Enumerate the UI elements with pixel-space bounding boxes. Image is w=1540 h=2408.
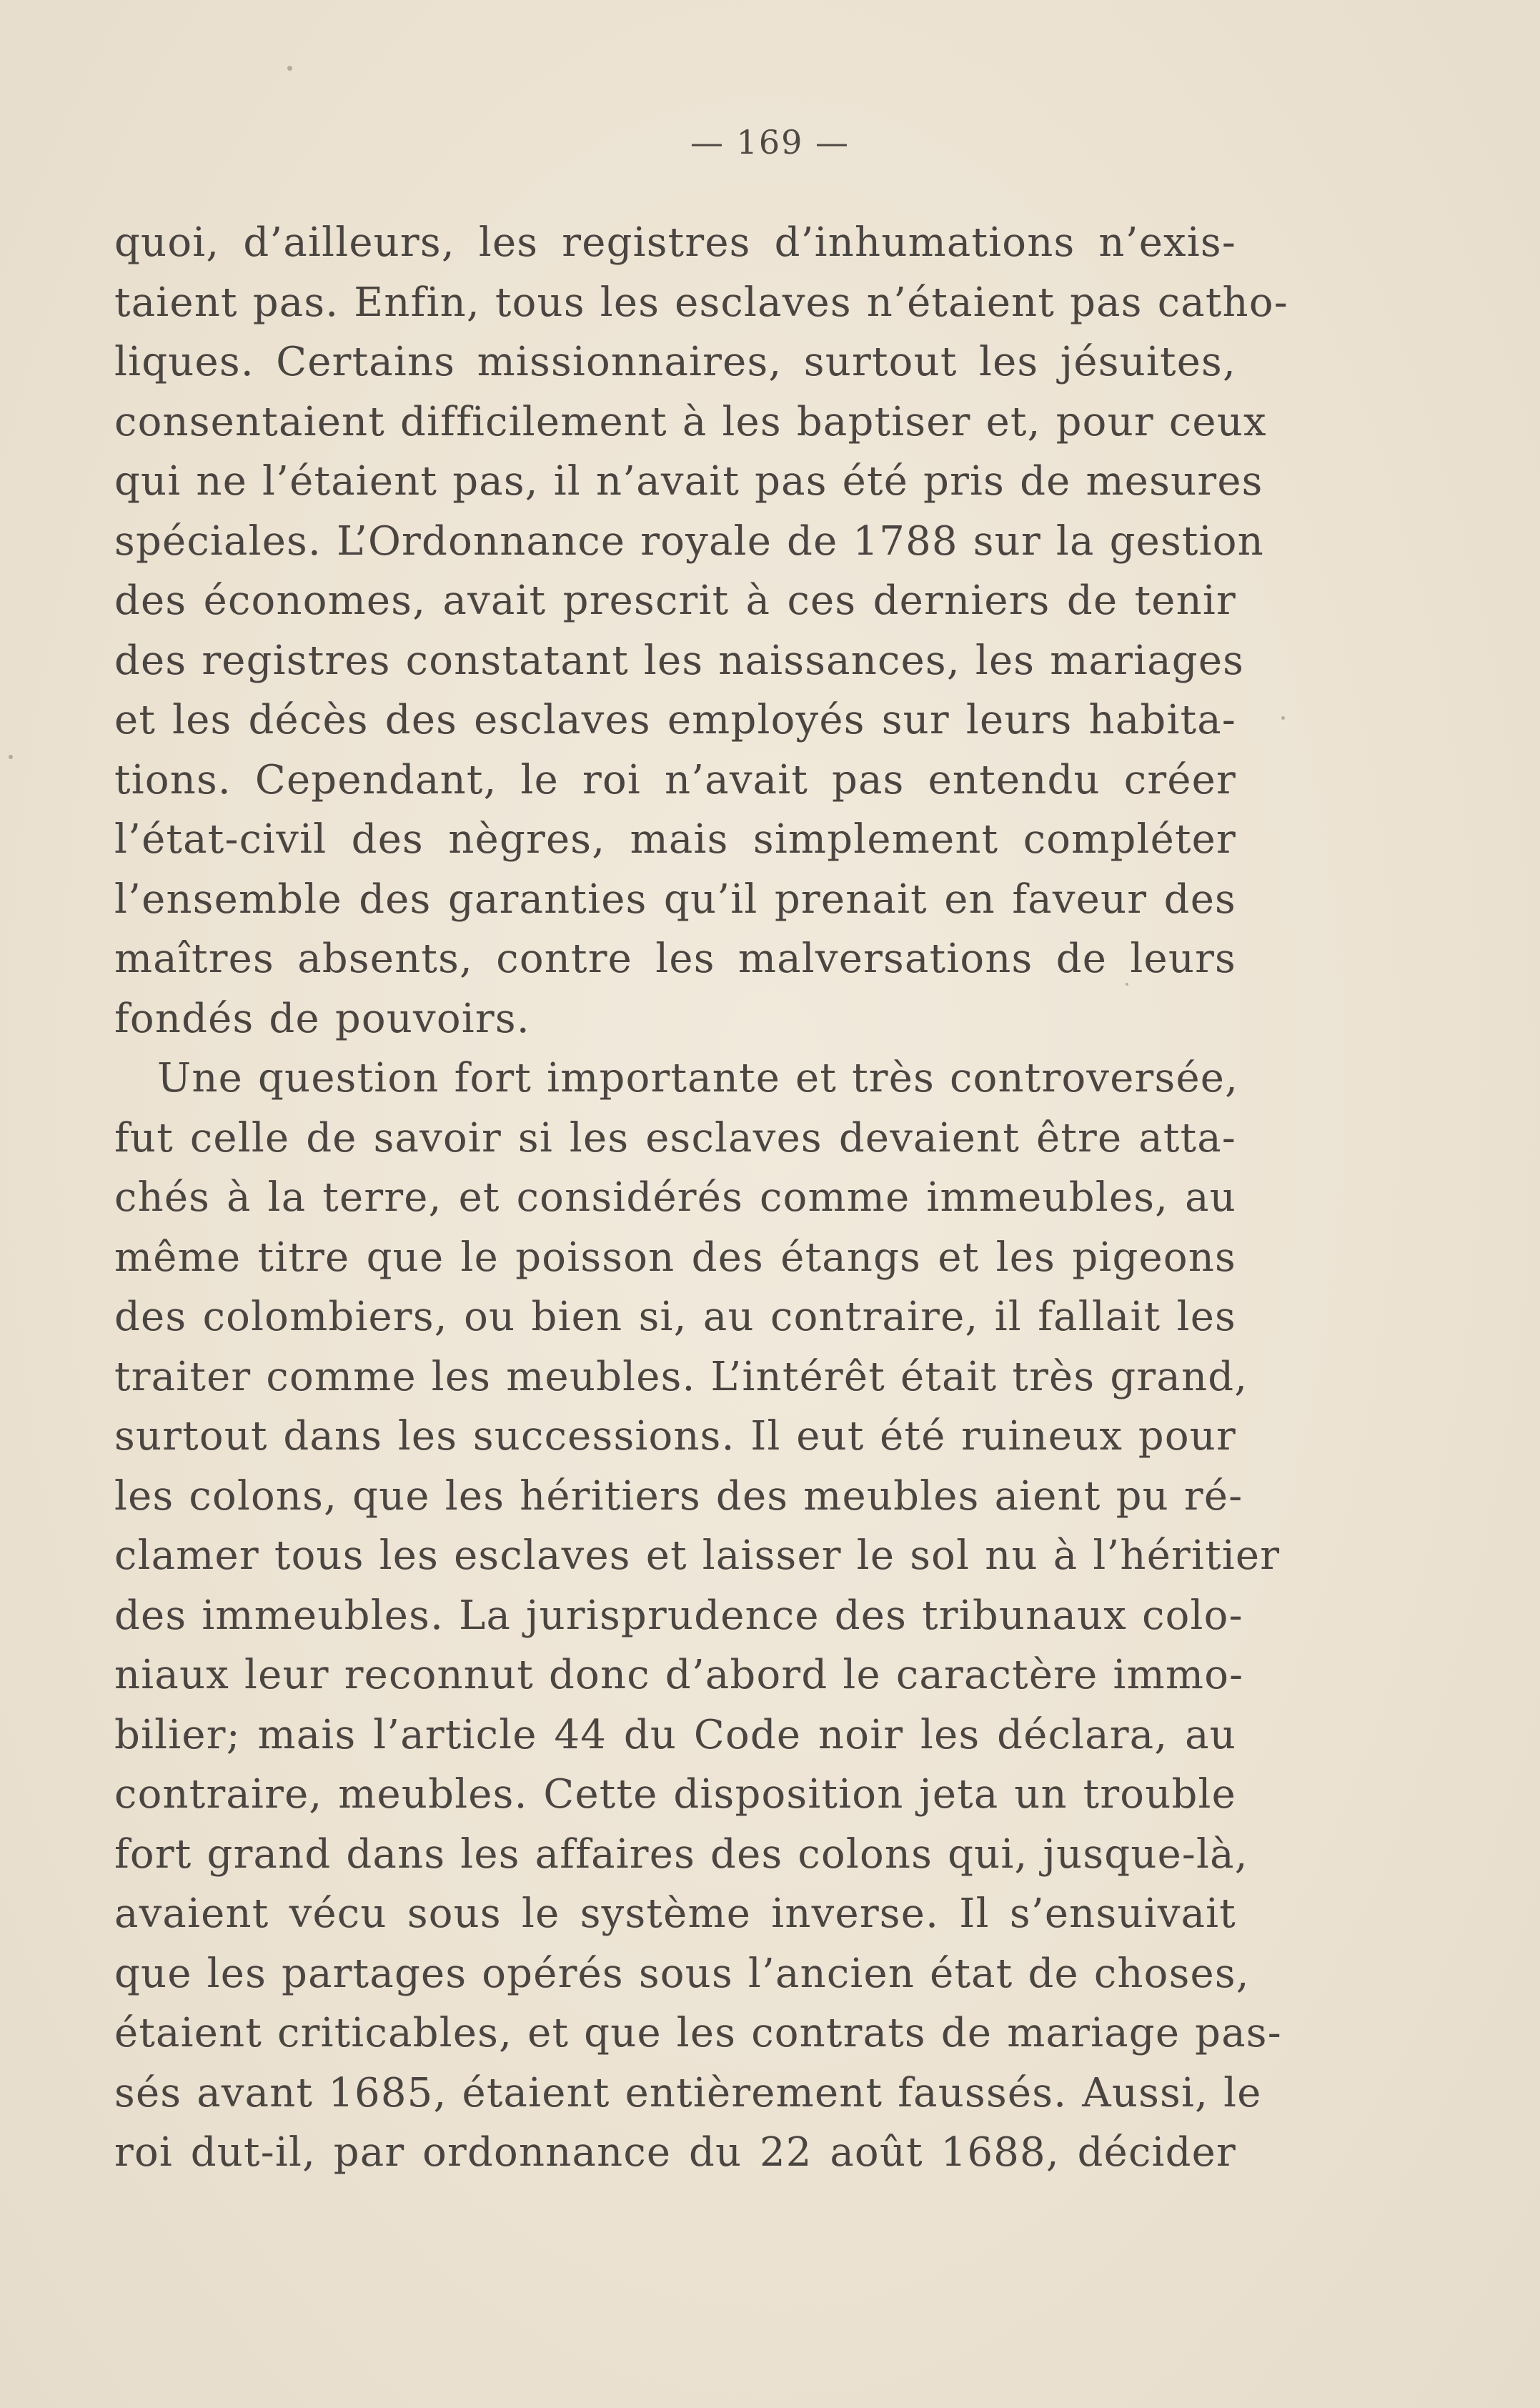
text-line: avaient vécu sous le système inverse. Il s’ensuivait (114, 1891, 1236, 1937)
text-line: liques. Certains missionnaires, surtout les jésuites, (114, 339, 1236, 385)
text-line: fort grand dans les affaires des colons qui, jusque-là, (114, 1830, 1248, 1878)
paper-speck (1281, 716, 1285, 720)
text-line: traiter comme les meubles. L’intérêt était très grand, (114, 1353, 1248, 1400)
text-line: des registres constatant les naissances, les mariages (114, 637, 1245, 684)
text-line: sés avant 1685, étaient entièrement faussés. Aussi, le (114, 2069, 1262, 2116)
text-line: qui ne l’étaient pas, il n’avait pas été pris de mesures (114, 458, 1263, 505)
text-line: contraire, meubles. Cette disposition jeta un trouble (114, 1771, 1236, 1818)
text-line: quoi, d’ailleurs, les registres d’inhumations n’exis- (114, 219, 1236, 266)
text-line: l’ensemble des garanties qu’il prenait en faveur des (114, 876, 1236, 923)
text-line: bilier; mais l’article 44 du Code noir les déclara, au (114, 1711, 1236, 1758)
text-line: tions. Cependant, le roi n’avait pas entendu créer (114, 756, 1236, 803)
text-line: étaient criticables, et que les contrats de mariage pas- (114, 2010, 1282, 2056)
text-line: consentaient difficilement à les baptiser et, pour ceux (114, 398, 1267, 445)
text-line: des colombiers, ou bien si, au contraire, il fallait les (114, 1294, 1236, 1340)
text-line: clamer tous les esclaves et laisser le sol nu à l’héritier (114, 1532, 1281, 1579)
text-line: spéciales. L’Ordonnance royale de 1788 sur la gestion (114, 517, 1264, 565)
text-line: les colons, que les héritiers des meubles aient pu ré- (114, 1472, 1243, 1520)
text-line: des économes, avait prescrit à ces derniers de tenir (114, 578, 1236, 624)
text-line: surtout dans les successions. Il eut été ruineux pour (114, 1413, 1236, 1460)
text-line: que les partages opérés sous l’ancien état de choses, (114, 1950, 1250, 1997)
text-line: fut celle de savoir si les esclaves devaient être atta- (114, 1114, 1236, 1161)
text-line: même titre que le poisson des étangs et les pigeons (114, 1234, 1236, 1281)
text-line: chés à la terre, et considérés comme immeubles, au (114, 1174, 1236, 1221)
text-line: roi dut-il, par ordonnance du 22 août 1688, décider (114, 2129, 1236, 2176)
body-text (114, 213, 1288, 2183)
paper-speck (287, 66, 292, 71)
text-line: niaux leur reconnut donc d’abord le caractère immo- (114, 1652, 1244, 1698)
text-line: l’état-civil des nègres, mais simplement compléter (114, 816, 1236, 863)
text-line: taient pas. Enfin, tous les esclaves n’étaient pas catho- (114, 279, 1288, 326)
paper-speck (9, 755, 13, 759)
page-number: — 169 — (690, 123, 850, 162)
text-line: fondés de pouvoirs. (114, 995, 530, 1042)
text-line: maîtres absents, contre les malversations de leurs (114, 936, 1236, 982)
text-line: Une question fort importante et très controversée, (157, 1055, 1239, 1101)
text-line: des immeubles. La jurisprudence des tribunaux colo- (114, 1592, 1243, 1639)
text-line: et les décès des esclaves employés sur leurs habita- (114, 697, 1236, 743)
paper-speck (1126, 983, 1128, 986)
